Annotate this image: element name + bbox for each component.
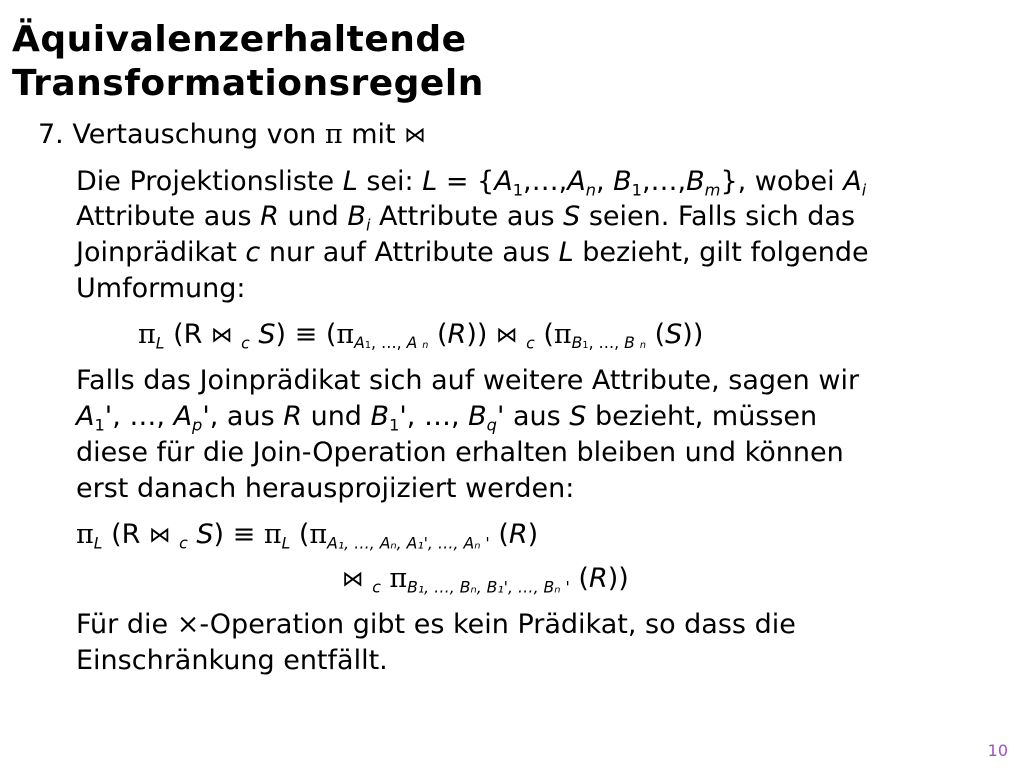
subscript: A (354, 333, 365, 353)
para2-line3: diese für die Join-Operation erhalten bleiben und können (76, 437, 844, 468)
pi-symbol: π (309, 519, 328, 550)
var-S: S (665, 319, 683, 350)
para1-line4: Umformung: (76, 273, 246, 304)
slide-title (12, 18, 484, 106)
text: ( (317, 319, 337, 350)
text: ( (489, 519, 509, 550)
pi-symbol: π (336, 319, 355, 350)
subscript: c (526, 333, 535, 353)
subscript: B (571, 333, 583, 353)
page-number: 10 (987, 741, 1008, 760)
pi-symbol: π (389, 563, 408, 594)
text: ( (569, 563, 589, 594)
para3-line2: Einschränkung entfällt. (76, 645, 388, 676)
text: )) (466, 319, 496, 350)
join-symbol: ⋈ (342, 566, 364, 592)
subscript: i (365, 215, 371, 235)
para1-line2 (76, 200, 855, 234)
var-B: B (613, 166, 632, 197)
subscript: A (406, 333, 418, 353)
subscript: 1 (512, 180, 524, 200)
subscript: 1 (582, 340, 589, 352)
subscript: B (624, 333, 635, 353)
text: ', …, (399, 401, 469, 432)
slide-title-line-1: Äquivalenzerhaltende (12, 19, 467, 60)
text: (R (102, 519, 149, 550)
subscript: 1 (631, 180, 642, 200)
text: und (278, 201, 348, 232)
subscript: n (422, 340, 429, 352)
formula-2-line1 (76, 518, 538, 553)
text: bezieht, gilt folgende (573, 237, 869, 268)
var-L: L (422, 166, 438, 197)
join-symbol: ⋈ (148, 522, 171, 548)
var-B: B (370, 401, 390, 432)
text: ( (290, 519, 310, 550)
text: = { (437, 166, 495, 197)
text: ( (428, 319, 448, 350)
text: ,…, (523, 166, 568, 197)
pi-symbol: π (76, 519, 94, 550)
var-A: A (567, 166, 586, 197)
text: }, wobei (720, 166, 844, 197)
subscript: c (372, 577, 381, 597)
text: ) (527, 519, 539, 550)
text: (R (164, 319, 211, 350)
equiv-symbol: ≡ (294, 319, 318, 350)
join-symbol: ⋈ (210, 322, 233, 348)
text: , (595, 166, 614, 197)
var-L: L (558, 237, 574, 268)
join-symbol: ⋈ (404, 122, 426, 148)
subscript: B₁, …, Bₙ, B₁', …, Bₙ ' (407, 577, 570, 597)
pi-symbol: π (255, 519, 282, 550)
para2-line4: erst danach herausprojiziert werden: (76, 473, 575, 504)
subscript: L (93, 533, 103, 553)
text: und (302, 401, 371, 432)
formula-1 (138, 318, 703, 353)
subscript: L (155, 333, 165, 353)
text: ) (213, 519, 233, 550)
text: Attribute aus (76, 201, 261, 232)
text: seien. Falls sich das (580, 201, 856, 232)
para1-line1 (76, 165, 866, 199)
var-S: S (258, 319, 276, 350)
var-R: R (588, 563, 608, 594)
var-S: S (569, 401, 587, 432)
subscript: A₁, …, Aₙ, A₁', …, Aₙ ' (327, 533, 490, 553)
var-L: L (342, 166, 358, 197)
para2-line1: Falls das Joinprädikat sich auf weitere Attribute, sagen wir (76, 365, 860, 396)
var-R: R (508, 519, 528, 550)
equiv-symbol: ≡ (232, 519, 256, 550)
text: Joinprädikat (76, 237, 246, 268)
subscript: 1 (389, 415, 400, 435)
text: )) (607, 563, 629, 594)
var-A: A (843, 166, 862, 197)
text: ( (534, 319, 554, 350)
subscript: i (861, 180, 867, 200)
slide-title-line-2: Transformationsregeln (12, 63, 484, 104)
text: nur auf Attribute aus (260, 237, 559, 268)
var-B: B (686, 166, 705, 197)
text: ' aus (496, 401, 570, 432)
para1-line3 (76, 236, 869, 270)
subscript: m (704, 180, 721, 200)
rule-heading-mit: mit (351, 119, 396, 150)
var-S: S (196, 519, 214, 550)
para2-line2 (76, 400, 817, 434)
subscript: , …, (371, 333, 407, 353)
var-R: R (447, 319, 467, 350)
var-R: R (283, 401, 302, 432)
text: sei: (357, 166, 423, 197)
text: ,…, (641, 166, 687, 197)
subscript: n (639, 340, 647, 352)
subscript: n (585, 180, 596, 200)
subscript: q (486, 415, 497, 435)
join-symbol: ⋈ (495, 322, 518, 348)
var-A: A (494, 166, 513, 197)
var-A: A (173, 401, 193, 432)
var-A: A (76, 401, 95, 432)
subscript: 1 (364, 340, 371, 352)
formula-2-line2 (342, 562, 629, 597)
text: Für die (76, 609, 177, 640)
var-S: S (563, 201, 581, 232)
text: ( (646, 319, 666, 350)
text: ) (275, 319, 295, 350)
var-B: B (347, 201, 366, 232)
rule-heading (38, 118, 426, 153)
var-c: c (245, 237, 261, 268)
pi-symbol: π (553, 319, 572, 350)
pi-symbol: π (138, 319, 156, 350)
text: -Operation gibt es kein Prädikat, so dass die (199, 609, 796, 640)
var-B: B (468, 401, 487, 432)
times-symbol: × (176, 609, 200, 640)
subscript: c (179, 533, 188, 553)
rule-heading-text: 7. Vertauschung von (38, 119, 317, 150)
text: bezieht, müssen (586, 401, 818, 432)
subscript: c (241, 333, 250, 353)
text: Attribute aus (370, 201, 564, 232)
text: Die Projektionsliste (76, 166, 343, 197)
subscript: L (281, 533, 291, 553)
subscript: , …, (588, 333, 625, 353)
para3-line1 (76, 608, 796, 642)
text: )) (682, 319, 704, 350)
var-R: R (260, 201, 279, 232)
pi-symbol: π (324, 119, 343, 150)
subscript: 1 (94, 415, 105, 435)
text: ', aus (202, 401, 284, 432)
text: ', …, (104, 401, 174, 432)
subscript: p (192, 415, 203, 435)
